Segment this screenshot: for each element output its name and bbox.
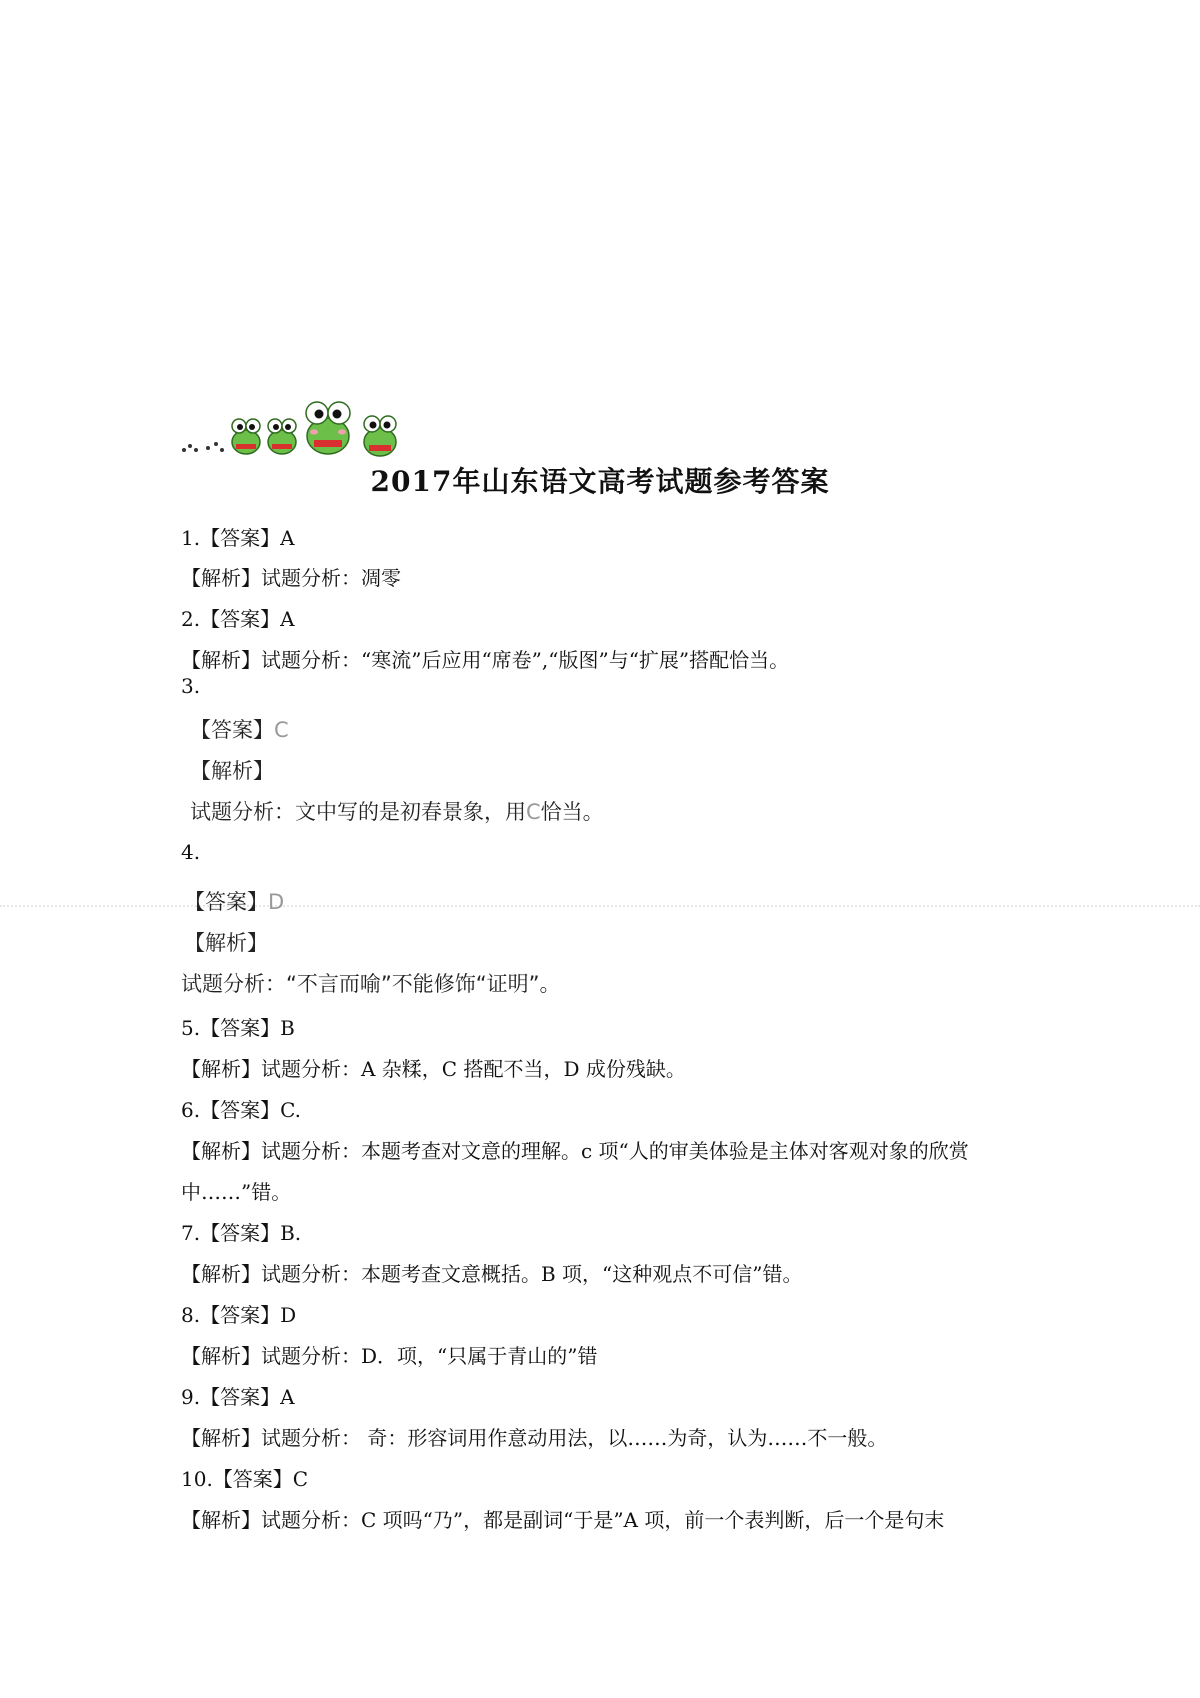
analysis-2: 【解析】试题分析：“寒流”后应用“席卷”,“版图”与“扩展”搭配恰当。 bbox=[181, 648, 790, 672]
analysis-4: 试题分析：“不言而喻”不能修饰“证明”。 bbox=[181, 972, 561, 996]
analysis-9: 【解析】试题分析： 奇：形容词用作意动用法，以……为奇，认为……不一般。 bbox=[181, 1426, 888, 1450]
analysis-3-label: 【解析】 bbox=[190, 759, 274, 783]
answer-8: 8.【答案】D bbox=[181, 1303, 297, 1327]
analysis-6-continued: 中……”错。 bbox=[181, 1180, 292, 1204]
question-3-number: 3. bbox=[181, 674, 201, 698]
answer-7: 7.【答案】B. bbox=[181, 1221, 302, 1245]
analysis-4-label: 【解析】 bbox=[184, 931, 268, 955]
answer-6: 6.【答案】C. bbox=[181, 1098, 302, 1122]
analysis-10: 【解析】试题分析：C 项吗“乃”，都是副词“于是”A 项，前一个表判断，后一个是句末 bbox=[181, 1508, 945, 1532]
page-divider bbox=[0, 905, 1200, 907]
answer-3: 【答案】C bbox=[190, 718, 289, 742]
answer-9: 9.【答案】A bbox=[181, 1385, 295, 1409]
analysis-7: 【解析】试题分析：本题考查文意概括。B 项，“这种观点不可信”错。 bbox=[181, 1262, 803, 1286]
analysis-8: 【解析】试题分析：D．项，“只属于青山的”错 bbox=[181, 1344, 598, 1368]
answer-4: 【答案】D bbox=[184, 890, 285, 914]
answer-1: 1.【答案】A bbox=[181, 526, 295, 550]
question-4-number: 4. bbox=[181, 840, 201, 864]
answer-2: 2.【答案】A bbox=[181, 607, 295, 631]
analysis-1: 【解析】试题分析：凋零 bbox=[181, 566, 401, 590]
document-title: 2017年山东语文高考试题参考答案 bbox=[370, 465, 830, 498]
answer-10: 10.【答案】C bbox=[181, 1467, 309, 1491]
analysis-6: 【解析】试题分析：本题考查对文意的理解。c 项“人的审美体验是主体对客观对象的欣赏 bbox=[181, 1139, 969, 1163]
frog-decoration-icon bbox=[178, 398, 408, 460]
analysis-3: 试题分析：文中写的是初春景象，用C恰当。 bbox=[190, 800, 604, 824]
answer-5: 5.【答案】B bbox=[181, 1016, 295, 1040]
analysis-5: 【解析】试题分析：A 杂糅，C 搭配不当，D 成份残缺。 bbox=[181, 1057, 686, 1081]
